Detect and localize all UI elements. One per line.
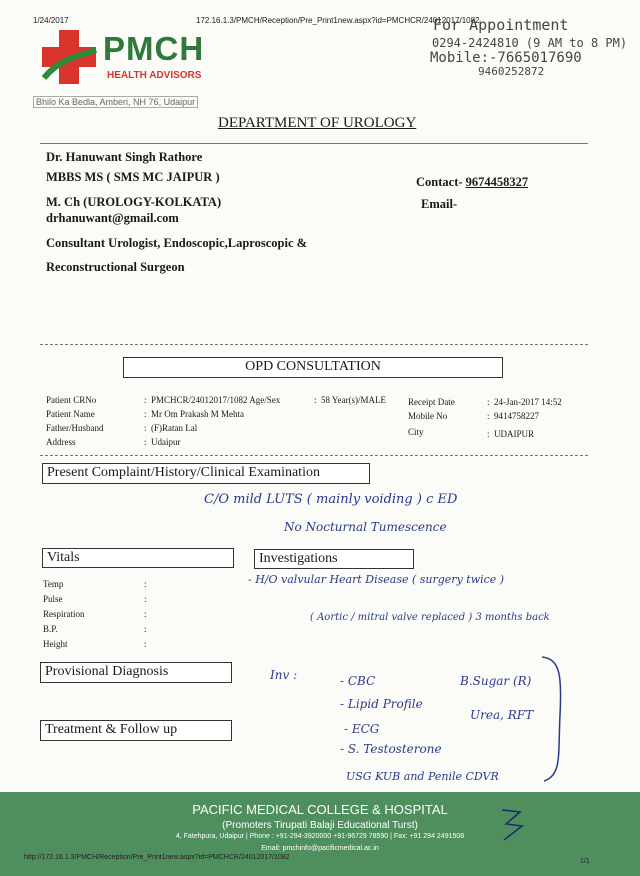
footer-page: 1/1: [580, 858, 590, 865]
appointment-phone: 0294-2424810 (9 AM to 8 PM): [432, 36, 628, 50]
contact-label: Contact-: [416, 175, 463, 189]
doctor-email: drhanuwant@gmail.com: [46, 211, 179, 225]
mobile-value: : 9414758227: [487, 411, 540, 421]
name-label: Patient Name: [46, 409, 95, 419]
vital-bp: B.P.: [43, 624, 58, 634]
father-value: : (F)Ratan Lal: [144, 423, 198, 433]
crno-text: PMCHCR/24012017/1082 Age/Sex: [151, 395, 281, 405]
city-text: UDAIPUR: [494, 429, 535, 439]
name-value: : Mr Om Prakash M Mehta: [144, 409, 245, 419]
section-treatment: Treatment & Follow up: [40, 720, 232, 741]
note-investigation-2: ( Aortic / mitral valve replaced ) 3 months back: [310, 612, 550, 623]
footer-url: http://172.16.1.3/PMCH/Reception/Pre_Print1new.aspx?id=PMCHCR/24012017/1082: [24, 854, 290, 861]
doctor-title-1: Consultant Urologist, Endoscopic,Laproscopic &: [46, 236, 308, 250]
vital-colon-2: :: [144, 594, 147, 604]
footer-contact: 4, Fatehpura, Udaipur | Phone : +91-294-3920000 +91-96729 78590 | Fax: +91 294 2491508: [175, 833, 465, 840]
address-value: : Udaipur: [144, 437, 181, 447]
receipt-label: Receipt Date: [408, 397, 455, 407]
contact-value: 9674458327: [465, 175, 529, 189]
father-label: Father/Husband: [46, 423, 104, 433]
vital-respiration: Respiration: [43, 609, 85, 619]
divider-1: [40, 344, 588, 345]
contact-row: [416, 175, 528, 190]
footer-band: [0, 792, 640, 876]
vital-temp: Temp: [43, 579, 64, 589]
divider-2: [40, 455, 588, 456]
footer-email: Email: pmchinfo@pacificmedical.ac.in: [261, 845, 379, 852]
opd-title: OPD CONSULTATION: [123, 357, 503, 378]
section-complaint: Present Complaint/History/Clinical Examination: [42, 463, 370, 484]
doctor-title-2: Reconstructional Surgeon: [46, 260, 185, 274]
signature-mark-icon: [498, 804, 528, 844]
receipt-value: : 24-Jan-2017 14:52: [487, 397, 562, 407]
doctor-degree-1: MBBS MS ( SMS MC JAIPUR ): [46, 170, 220, 184]
logo-sub: HEALTH ADVISORS: [107, 70, 202, 81]
age-sex-text: 58 Year(s)/MALE: [321, 395, 387, 405]
note-inv-cbc: - CBC: [340, 674, 376, 688]
header-divider: [40, 143, 588, 144]
receipt-text: 24-Jan-2017 14:52: [494, 397, 562, 407]
note-inv-lipid: - Lipid Profile: [340, 697, 423, 711]
crno-value: : PMCHCR/24012017/1082 Age/Sex: [144, 395, 281, 405]
appointment-title: For Appointment: [433, 16, 569, 34]
city-label: City: [408, 427, 424, 437]
vital-pulse: Pulse: [43, 594, 63, 604]
note-inv-ecg: - ECG: [344, 722, 380, 736]
note-inv-label: Inv :: [270, 668, 298, 682]
department-title: DEPARTMENT OF UROLOGY: [218, 115, 417, 131]
father-text: (F)Ratan Lal: [151, 423, 198, 433]
footer-hospital: PACIFIC MEDICAL COLLEGE & HOSPITAL: [192, 802, 448, 817]
mobile-label: Mobile No: [408, 411, 448, 421]
address-label: Address: [46, 437, 76, 447]
address-text: Udaipur: [151, 437, 181, 447]
logo-name: PMCH: [103, 30, 205, 67]
age-sex-value: : 58 Year(s)/MALE: [314, 395, 387, 405]
note-inv-usg: USG KUB and Penile CDVR: [346, 770, 499, 783]
city-value: : UDAIPUR: [487, 429, 535, 439]
vital-colon-3: :: [144, 609, 147, 619]
note-investigation-1: - H/O valvular Heart Disease ( surgery twice ): [248, 573, 505, 586]
footer-trust: (Promoters Tirupati Balaji Educational Turst): [222, 820, 418, 831]
email-label: Email-: [421, 197, 458, 211]
note-inv-rft: Urea, RFT: [470, 708, 534, 722]
clinic-address: Bhilo Ka Bedla, Amberi, NH 76, Udaipur: [33, 96, 198, 108]
mobile-text: 9414758227: [494, 411, 540, 421]
section-investigations: Investigations: [254, 549, 414, 569]
section-diagnosis: Provisional Diagnosis: [40, 662, 232, 683]
crno-label: Patient CRNo: [46, 395, 97, 405]
print-url: 172.16.1.3/PMCH/Reception/Pre_Print1new.aspx?id=PMCHCR/24012017/1082: [196, 16, 480, 25]
name-text: Mr Om Prakash M Mehta: [151, 409, 245, 419]
note-inv-testosterone: - S. Testosterone: [340, 742, 442, 756]
note-complaint-2: No Nocturnal Tumescence: [284, 520, 447, 534]
section-vitals: Vitals: [42, 548, 234, 568]
logo-cross-icon: [40, 28, 98, 86]
vital-colon-5: :: [144, 639, 147, 649]
vital-colon-1: :: [144, 579, 147, 589]
doctor-name: Dr. Hanuwant Singh Rathore: [46, 150, 203, 164]
doctor-degree-2: M. Ch (UROLOGY-KOLKATA): [46, 195, 222, 209]
vital-height: Height: [43, 639, 68, 649]
note-inv-sugar: B.Sugar (R): [460, 674, 532, 688]
note-complaint-1: C/O mild LUTS ( mainly voiding ) c ED: [204, 492, 458, 507]
print-date: 1/24/2017: [33, 16, 69, 25]
appointment-phone2: 9460252872: [478, 65, 545, 78]
vital-colon-4: :: [144, 624, 147, 634]
bracket-mark-icon: [540, 655, 570, 785]
appointment-mobile: Mobile:-7665017690: [430, 50, 582, 66]
